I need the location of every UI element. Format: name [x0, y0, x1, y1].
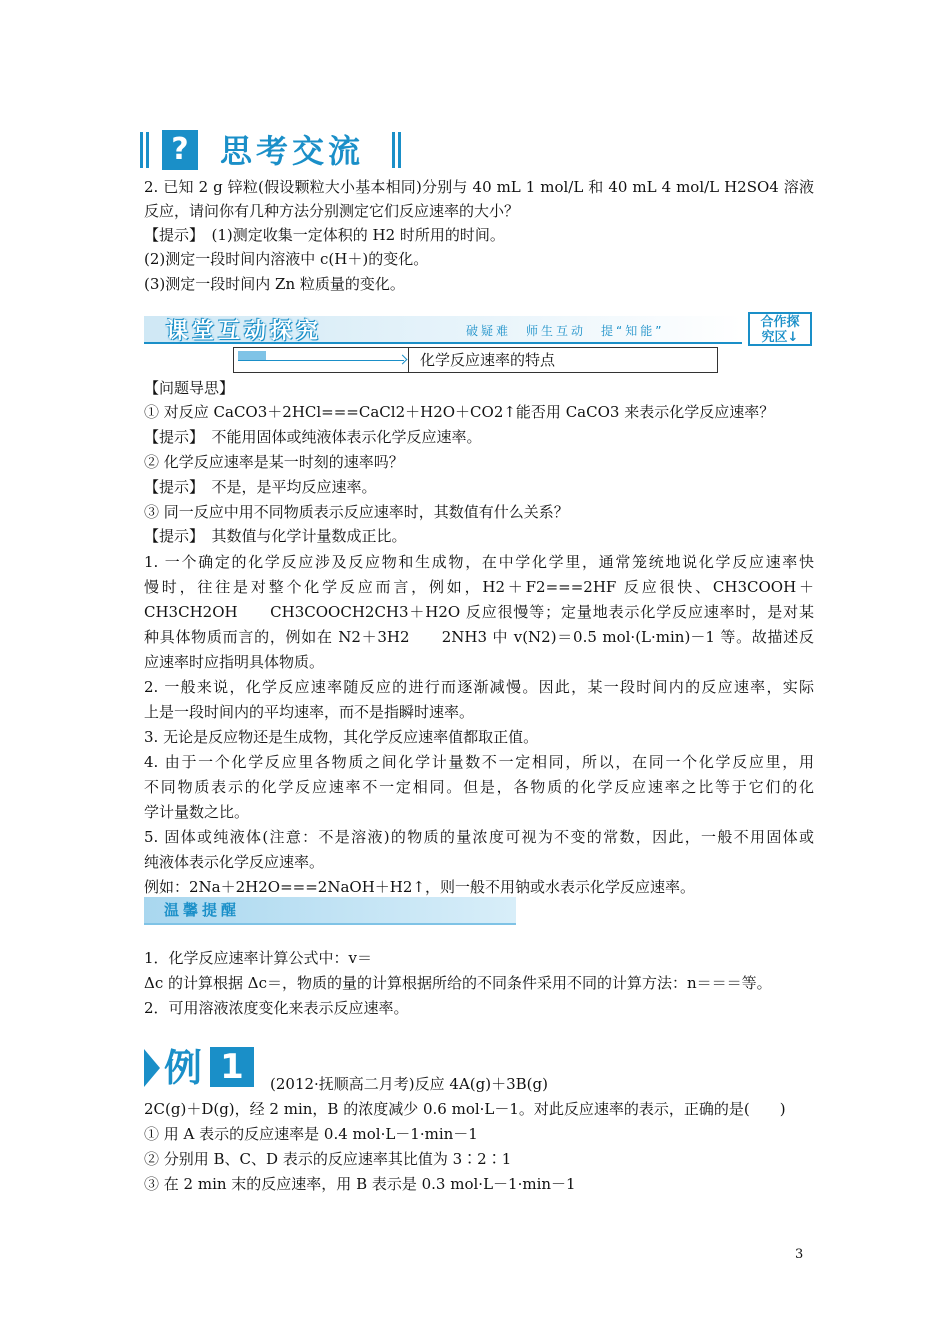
paragraph-line: 2. 一般来说，化学反应速率随反应的进行而逐渐减慢。因此，某一段时间内的反应速率，实际	[144, 678, 814, 696]
paragraph-line: 慢时，往往是对整个化学反应而言，例如，H2＋F2===2HF 反应很快、CH3COOH＋	[144, 578, 814, 596]
paragraph-line: 学计量数之比。	[144, 803, 250, 821]
paragraph-line: 3. 无论是反应物还是生成物，其化学反应速率值都取正值。	[144, 728, 539, 746]
section-heading: 【问题导思】	[144, 379, 235, 397]
paragraph-line: 应速率时应指明具体物质。	[144, 653, 325, 671]
hint-line: 【提示】 (1)测定收集一定体积的 H2 时所用的时间。	[144, 226, 505, 244]
paragraph-line: 4. 由于一个化学反应里各物质之间化学计量数不一定相同，所以，在同一个化学反应里，用	[144, 753, 814, 771]
paragraph-line: 不同物质表示的化学反应速率不一定相同。但是，各物质的化学反应速率之比等于它们的化	[144, 778, 814, 796]
topic-heading-box	[233, 347, 718, 373]
arrow-head-icon	[398, 355, 408, 365]
paragraph-line: 例如：2Na＋2H2O===2NaOH＋H2↑，则一般不用钠或水表示化学反应速率。	[144, 878, 695, 896]
page-number: 3	[795, 1247, 804, 1262]
question-line: ③ 同一反应中用不同物质表示反应速率时，其数值有什么关系？	[144, 503, 569, 521]
badge-line: 究区↓	[761, 330, 799, 345]
paragraph-line: Δc 的计算根据 Δc＝，物质的量的计算根据所给的不同条件采用不同的计算方法：n＝＝＝等。	[144, 974, 772, 992]
option-line: ③ 在 2 min 末的反应速率，用 B 表示是 0.3 mol·L－1·min－1	[144, 1175, 576, 1193]
badge-line: 合作探	[760, 315, 800, 330]
topic-title: 化学反应速率的特点	[420, 351, 556, 369]
paragraph-line: 反应，请问你有几种方法分别测定它们反应速率的大小？	[144, 202, 520, 220]
paragraph-line: 纯液体表示化学反应速率。	[144, 853, 325, 871]
paragraph-line: 上是一段时间内的平均速率，而不是指瞬时速率。	[144, 703, 475, 721]
example-label: 例	[164, 1046, 203, 1090]
question-mark-icon: ?	[162, 130, 198, 170]
hint-line: 【提示】 不是，是平均反应速率。	[144, 478, 377, 496]
question-line: 2C(g)＋D(g)，经 2 min，B 的浓度减少 0.6 mol·L－1。对此反应速率的表示，正确的是( )	[144, 1100, 786, 1118]
option-line: ② 分别用 B、C、D 表示的反应速率其比值为 3∶2∶1	[144, 1150, 512, 1168]
question-line: ① 对反应 CaCO3＋2HCl===CaCl2＋H2O＋CO2↑能否用 CaCO3 来表示化学反应速率？	[144, 403, 775, 421]
paragraph-line: 2. 已知 2 g 锌粒(假设颗粒大小基本相同)分别与 40 mL 1 mol/L 和 40 mL 4 mol/L H2SO4 溶液	[144, 178, 814, 196]
class-interaction-title: 课堂互动探究	[166, 319, 323, 344]
divider	[408, 348, 409, 372]
paragraph-line: CH3CH2OH CH3COOCH2CH3＋H2O 反应很慢等；定量地表示化学反应速率时，是对某	[144, 603, 814, 621]
triangle-arrow-icon	[144, 1049, 160, 1087]
think-exchange-banner	[140, 130, 410, 172]
warm-reminder-title: 温馨提醒	[164, 901, 241, 919]
think-exchange-title: 思考交流	[220, 132, 365, 170]
example-banner	[144, 1045, 256, 1091]
paragraph-line: (2)测定一段时间内溶液中 c(H＋)的变化。	[144, 250, 429, 268]
banner-bar	[140, 132, 143, 168]
example-lead: (2012·抚顺高二月考)反应 4A(g)＋3B(g)	[270, 1075, 548, 1093]
paragraph-line: 1. 一个确定的化学反应涉及反应物和生成物，在中学化学里，通常笼统地说化学反应速率快	[144, 553, 814, 571]
paragraph-line: 种具体物质而言的，例如在 N2＋3H2 2NH3 中 v(N2)＝0.5 mol·(L·min)－1 等。故描述反	[144, 628, 814, 646]
class-interaction-banner	[144, 312, 814, 346]
example-number: 1	[210, 1047, 254, 1087]
banner-bar	[146, 132, 149, 168]
option-line: ① 用 A 表示的反应速率是 0.4 mol·L－1·min－1	[144, 1125, 478, 1143]
hint-line: 【提示】 其数值与化学计量数成正比。	[144, 527, 407, 545]
hint-line: 【提示】 不能用固体或纯液体表示化学反应速率。	[144, 428, 482, 446]
class-interaction-subtitle: 破疑难 师生互动 提“知能”	[466, 324, 665, 338]
paragraph-line: (3)测定一段时间内 Zn 粒质量的变化。	[144, 275, 405, 293]
warm-reminder-banner	[144, 897, 516, 925]
paragraph-line: 2．可用溶液浓度变化来表示反应速率。	[144, 999, 409, 1017]
banner-bar	[398, 132, 401, 168]
banner-bar	[392, 132, 395, 168]
cooperative-inquiry-badge	[748, 312, 812, 346]
paragraph-line: 1．化学反应速率计算公式中：v＝	[144, 949, 373, 967]
paragraph-line: 5. 固体或纯液体(注意：不是溶液)的物质的量浓度可视为不变的常数，因此，一般不用固体或	[144, 828, 814, 846]
question-line: ② 化学反应速率是某一时刻的速率吗？	[144, 453, 404, 471]
arrow-icon	[238, 360, 404, 361]
